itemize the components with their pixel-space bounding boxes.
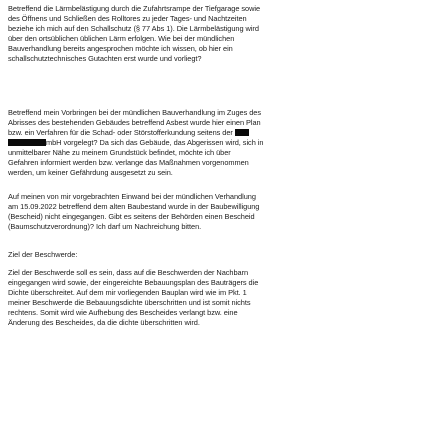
text-line: rechtens. Somit wird wie Aufhebung des Bescheides verlangt bzw. eine: [8, 308, 238, 317]
paragraph-noise-complaint: [8, 4, 423, 64]
text-line: Betreffend die Lärmbelästigung durch die Zufahrtsrampe der Tiefgarage sowie: [8, 4, 261, 13]
paragraph-asbestos: [8, 108, 423, 178]
text-line: meiner Beschwerde die Bebauungsdichte überschritten und ist somit nichts: [8, 298, 251, 307]
section-heading: Ziel der Beschwerde:: [8, 250, 78, 259]
text-line: Gefahren informiert werden bzw. verlange das Maßnahmen vorgenommen: [8, 158, 249, 167]
text-line: Dichte überschreitet. Auf dem mir vorliegenden Bauplan wird wie im Pkt. 1: [8, 288, 247, 297]
text-line: Bauverhandlung bereits angesprochen möchte ich wissen, ob hier ein: [8, 44, 233, 53]
text-line: unmittelbarer Nähe zu meinem Grundstück befindet, möchte ich über: [8, 148, 231, 157]
text-line: werden, um keiner Gefährdung ausgesetzt zu sein.: [8, 168, 173, 177]
text-line: (Baumschutzverordnung)? Ich darf um Nachreichung bitten.: [8, 222, 202, 231]
text-line: (Bescheid) nicht eingegangen. Gibt es seitens der Behörden einen Bescheid: [8, 212, 255, 221]
text-line: über den ortsüblichen üblichen Lärm erfolgen. Wie bei der mündlichen: [8, 34, 235, 43]
redaction-bar: [8, 139, 46, 146]
text-line: Betreffend mein Vorbringen bei der mündlichen Bauverhandlung im Zuges des: [8, 108, 261, 117]
redaction-bar: [235, 129, 249, 136]
text-fragment: bzw. ein Verfahren für die Schad- oder Störstofferkundung seitens der: [8, 128, 233, 137]
text-line: [8, 138, 423, 148]
text-line: eingegangen wird sowie, der eingereichte Bebauungsplan des Bauträgers die: [8, 278, 259, 287]
text-line: Auf meinen von mir vorgebrachten Einwand bei der mündlichen Verhandlung: [8, 192, 256, 201]
paragraph-complaint-goal: [8, 268, 423, 328]
paragraph-tree-protection: [8, 192, 423, 232]
text-line: Ziel der Beschwerde soll es sein, dass auf die Beschwerden der Nachbarn: [8, 268, 249, 277]
text-line: schallschutztechnisches Gutachten erst wurde und vorliegt?: [8, 54, 202, 63]
text-line: Änderung des Bescheides, da die dichte überschritten wird.: [8, 318, 200, 327]
text-line: am 15.09.2022 betreffend dem alten Baubestand wurde in der Baubewilligung: [8, 202, 260, 211]
text-fragment: mbH vorgelegt? Da sich das Gebäude, das Abgerissen wird, sich in: [46, 138, 264, 147]
text-line: Abrisses des bestehenden Gebäudes betreffend Asbest wurde hier einen Plan: [8, 118, 261, 127]
text-line: des Öffnens und Schließen des Rolltores zu jeder Tages- und Nachtzeiten: [8, 14, 247, 23]
text-line: [8, 128, 423, 138]
text-line: beziehe ich mich auf den Schallschutz (§ 77 Abs 1). Die Lärmbelästigung wird: [8, 24, 259, 33]
